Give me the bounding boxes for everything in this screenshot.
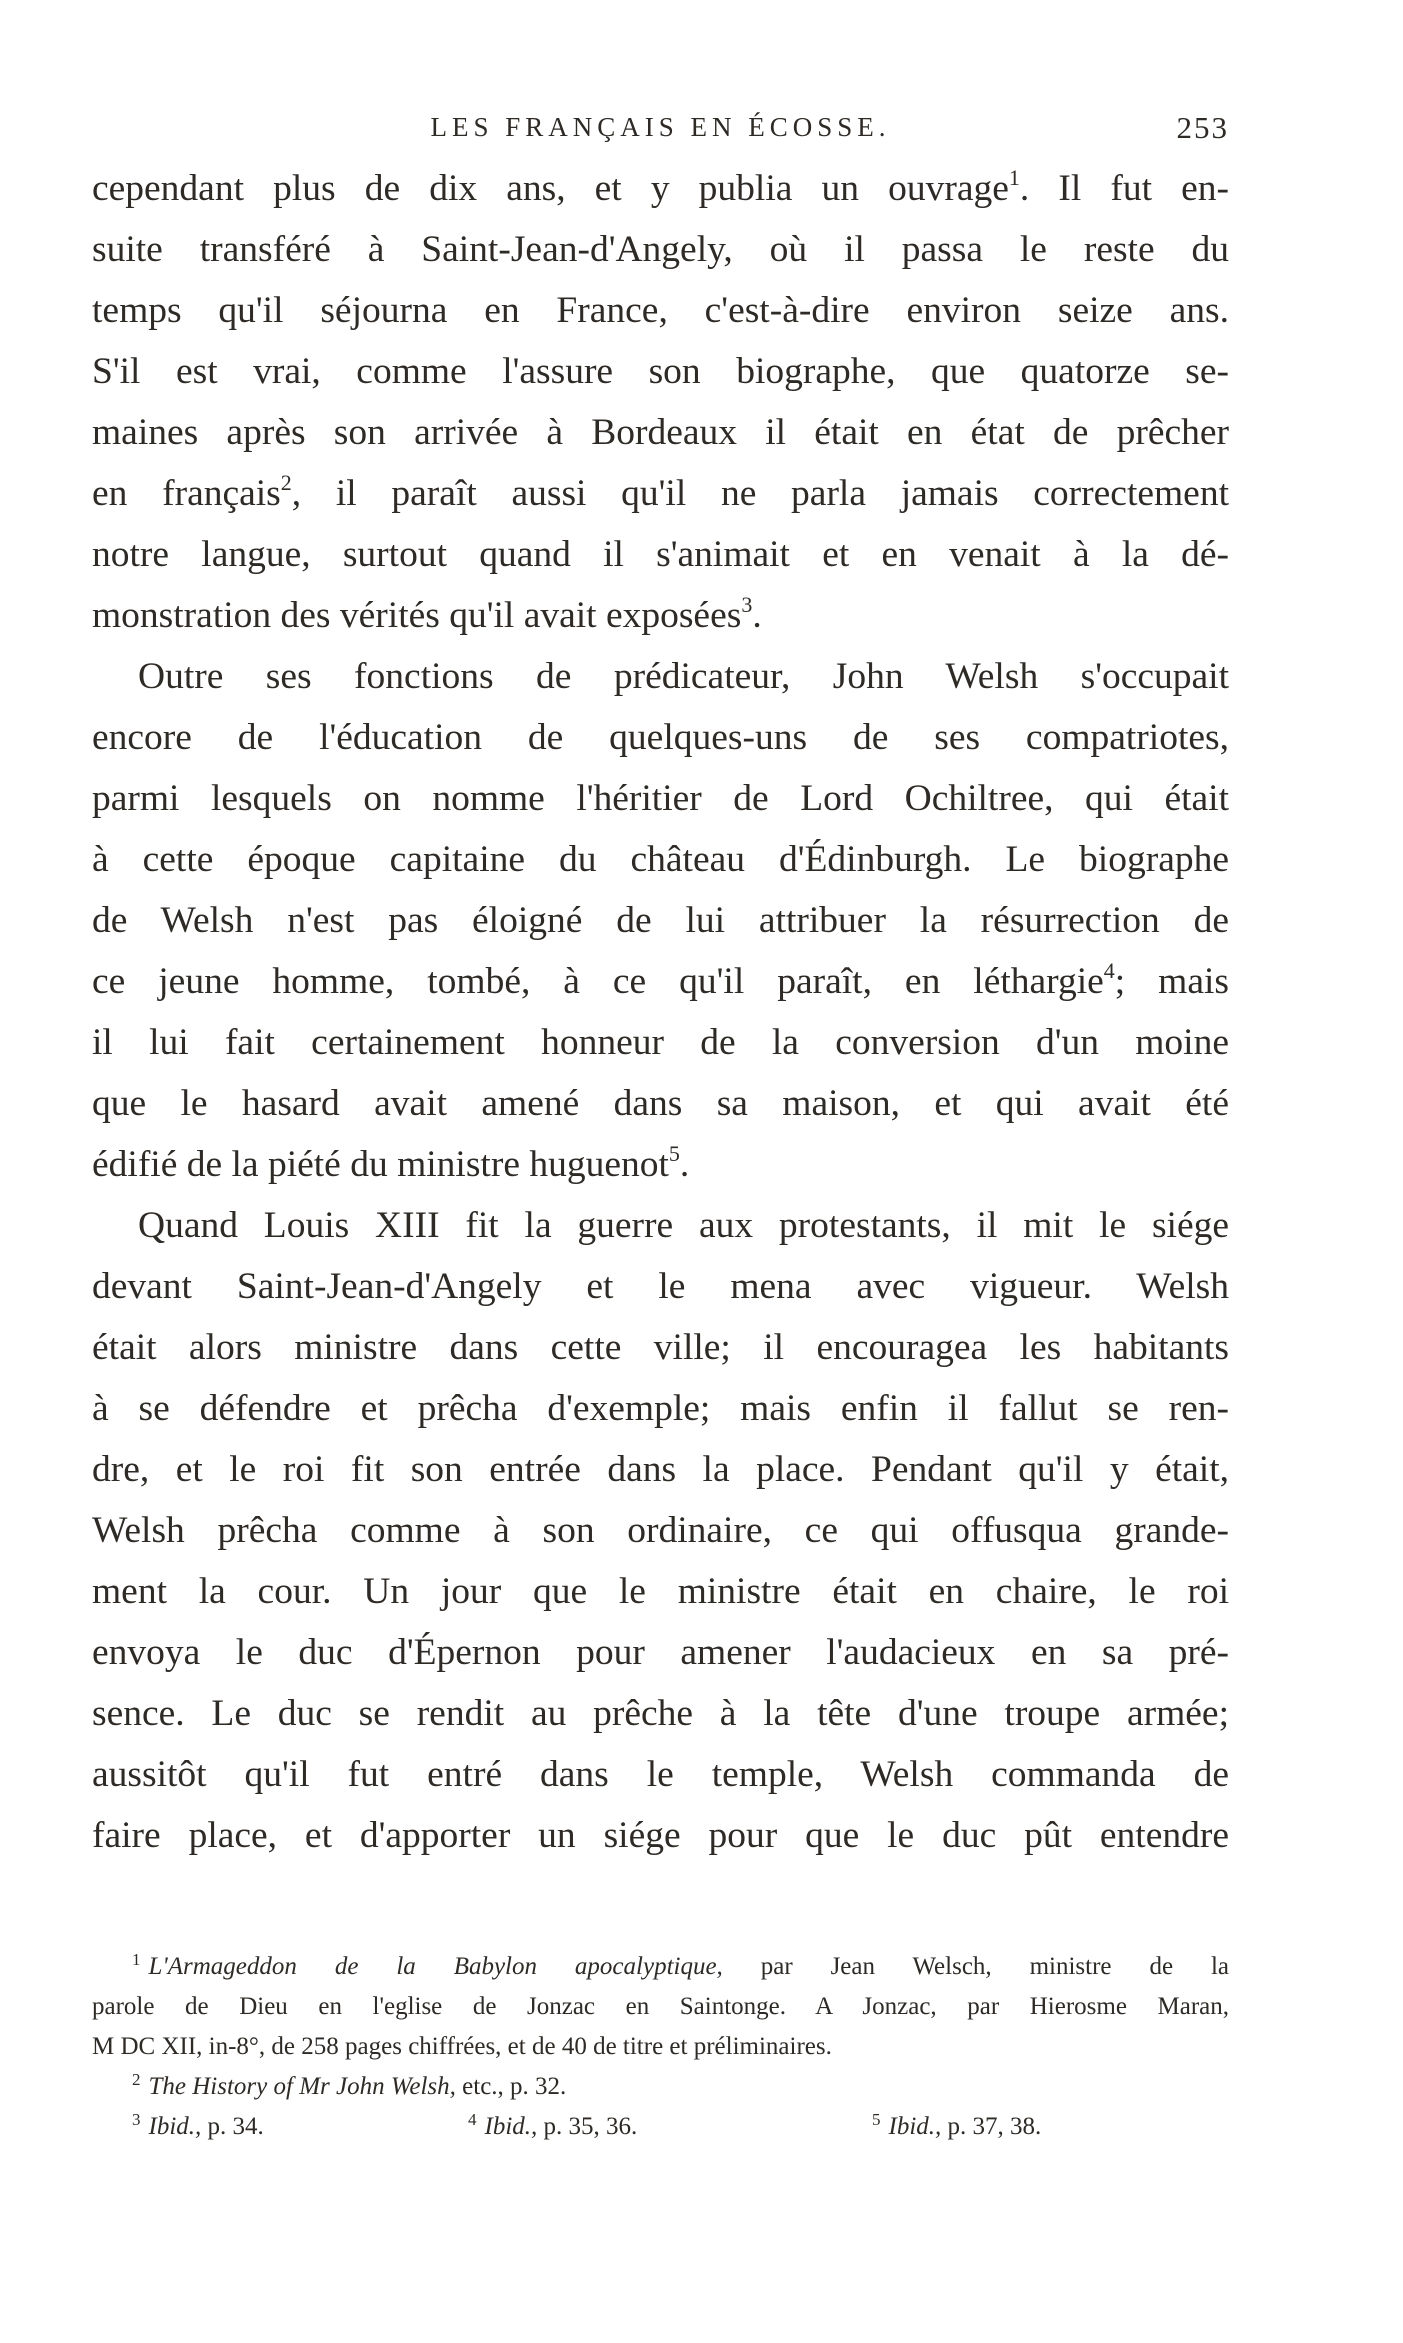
footnote-ref: 1 <box>1008 165 1020 190</box>
text-line: en français$^2$, il paraît aussi qu'il ne parla jamais correctement <box>92 470 1229 514</box>
text-line: édifié de la piété du ministre huguenot$^5$. <box>92 1141 690 1185</box>
text-line: parmi lesquels on nomme l'héritier de Lord Ochiltree, qui était <box>92 778 1229 819</box>
footnote-number: 2 <box>132 2070 141 2089</box>
paragraph <box>92 646 1229 1195</box>
text-line: suite transféré à Saint-Jean-d'Angely, où il passa le reste du <box>92 229 1229 270</box>
text-line: Outre ses fonctions de prédicateur, John Welsh s'occupait <box>138 656 1229 697</box>
footnote-5: $^5$ Ibid., p. 37, 38. <box>872 2110 1042 2140</box>
text-line: il lui fait certainement honneur de la conversion d'un moine <box>92 1022 1229 1063</box>
text-line: maines après son arrivée à Bordeaux il était en état de prêcher <box>92 412 1229 453</box>
text-line: aussitôt qu'il fut entré dans le temple, Welsh commanda de <box>92 1754 1229 1795</box>
footnotes <box>92 1947 1229 2147</box>
footnote-ref: 2 <box>280 470 292 495</box>
footnote-ref: 5 <box>668 1141 680 1166</box>
footnote-title: Ibid., <box>888 2113 942 2140</box>
text-line: cependant plus de dix ans, et y publia un ouvrage$^1$. Il fut en- <box>92 165 1229 209</box>
text-line: envoya le duc d'Épernon pour amener l'audacieux en sa pré- <box>92 1632 1229 1673</box>
text-line: encore de l'éducation de quelques-uns de ses compatriotes, <box>92 717 1229 758</box>
footnote-title: Ibid., <box>484 2113 538 2140</box>
text-line: ment la cour. Un jour que le ministre était en chaire, le roi <box>92 1571 1229 1612</box>
text-line: sence. Le duc se rendit au prêche à la tête d'une troupe armée; <box>92 1693 1229 1734</box>
paragraph <box>92 1195 1229 1866</box>
text-line: Welsh prêcha comme à son ordinaire, ce qui offusqua grande- <box>92 1510 1229 1551</box>
text-line: monstration des vérités qu'il avait exposées$^3$. <box>92 592 762 636</box>
running-head <box>92 112 1229 152</box>
footnote-4: $^4$ Ibid., p. 35, 36. <box>468 2110 638 2140</box>
footnote-1: $^1$ L'Armageddon de la Babylon apocalyptique, par Jean Welsch, ministre de la <box>132 1950 1229 1980</box>
text-line: devant Saint-Jean-d'Angely et le mena avec vigueur. Welsh <box>92 1266 1229 1307</box>
footnote-number: 5 <box>872 2110 881 2129</box>
running-head-title: LES FRANÇAIS EN ÉCOSSE. <box>430 112 891 142</box>
paragraph <box>92 158 1229 646</box>
page-number: 253 <box>1176 110 1229 145</box>
footnote-3: $^3$ Ibid., p. 34. <box>132 2110 264 2140</box>
body-text <box>92 158 1229 1866</box>
text-line: faire place, et d'apporter un siége pour que le duc pût entendre <box>92 1815 1229 1856</box>
text-line: de Welsh n'est pas éloigné de lui attribuer la résurrection de <box>92 900 1229 941</box>
text-line: notre langue, surtout quand il s'animait et en venait à la dé- <box>92 534 1229 575</box>
text-line: à se défendre et prêcha d'exemple; mais enfin il fallut se ren- <box>92 1388 1229 1429</box>
footnote-row-3-4-5 <box>92 2107 1229 2147</box>
footnote-1-line-2: parole de Dieu en l'eglise de Jonzac en Saintonge. A Jonzac, par Hierosme Maran, <box>92 1993 1229 2020</box>
text-line: à cette époque capitaine du château d'Édinburgh. Le biographe <box>92 839 1229 880</box>
text-line: ce jeune homme, tombé, à ce qu'il paraît, en léthargie$^4$; mais <box>92 958 1229 1002</box>
footnote-1-line-3: M DC XII, in-8°, de 258 pages chiffrées, et de 40 de titre et préliminaires. <box>92 2033 832 2060</box>
footnote-ref: 3 <box>741 592 753 617</box>
footnote-number: 3 <box>132 2110 141 2129</box>
footnote-ref: 4 <box>1103 958 1115 983</box>
footnote-title: Ibid., <box>148 2113 202 2140</box>
text-line: dre, et le roi fit son entrée dans la place. Pendant qu'il y était, <box>92 1449 1229 1490</box>
footnote-number: 4 <box>468 2110 477 2129</box>
text-line: S'il est vrai, comme l'assure son biographe, que quatorze se- <box>92 351 1229 392</box>
footnote-title: L'Armageddon de la Babylon apocalyptique, <box>148 1953 723 1980</box>
text-line: était alors ministre dans cette ville; il encouragea les habitants <box>92 1327 1229 1368</box>
text-line: que le hasard avait amené dans sa maison, et qui avait été <box>92 1083 1229 1124</box>
footnote-2: $^2$ The History of Mr John Welsh, etc., p. 32. <box>132 2070 567 2100</box>
footnote-number: 1 <box>132 1950 141 1969</box>
text-line: Quand Louis XIII fit la guerre aux protestants, il mit le siége <box>138 1205 1229 1246</box>
footnote-title: The History of Mr John Welsh, <box>148 2073 456 2100</box>
text-line: temps qu'il séjourna en France, c'est-à-dire environ seize ans. <box>92 290 1229 331</box>
